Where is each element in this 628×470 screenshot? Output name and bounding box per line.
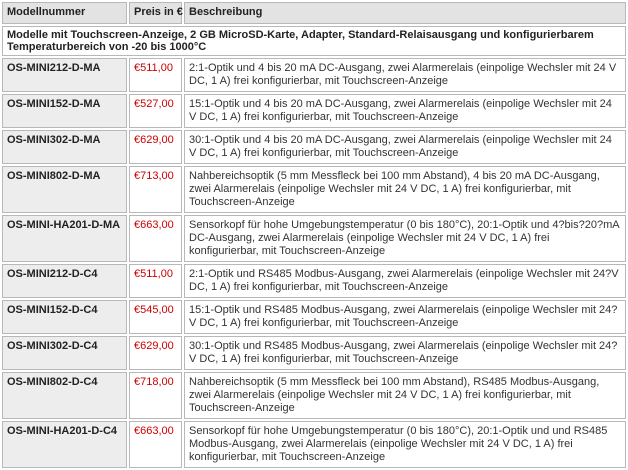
column-header-price[interactable]: Preis in €: [129, 2, 182, 24]
model-number: OS-MINI152-D-MA: [2, 94, 127, 128]
description: Nahbereichsoptik (5 mm Messfleck bei 100 mm Abstand), RS485 Modbus-Ausgang, zwei Alarmerelais (einpolige Wechsler mit 24 V DC, 1 A) frei konfigurierbar, mit Touchscreen-Anzeige: [184, 372, 626, 419]
column-header-model[interactable]: Modellnummer: [2, 2, 127, 24]
price: €663,00: [129, 421, 182, 468]
table-row: [2, 421, 626, 468]
table-row: [2, 215, 626, 262]
table-row: [2, 372, 626, 419]
table-header-row: [2, 2, 626, 24]
description: 15:1-Optik und 4 bis 20 mA DC-Ausgang, zwei Alarmerelais (einpolige Wechsler mit 24 V DC, 1 A) frei konfigurierbar, mit Touchscreen-Anzeige: [184, 94, 626, 128]
price: €511,00: [129, 264, 182, 298]
model-number: OS-MINI302-D-MA: [2, 130, 127, 164]
model-number: OS-MINI802-D-C4: [2, 372, 127, 419]
model-number: OS-MINI802-D-MA: [2, 166, 127, 213]
description: 30:1-Optik und 4 bis 20 mA DC-Ausgang, zwei Alarmerelais (einpolige Wechsler mit 24 V DC, 1 A) frei konfigurierbar, mit Touchscreen-Anzeige: [184, 130, 626, 164]
table-row: [2, 130, 626, 164]
price: €545,00: [129, 300, 182, 334]
table-row: [2, 58, 626, 92]
model-number: OS-MINI302-D-C4: [2, 336, 127, 370]
table-row: [2, 300, 626, 334]
price: €629,00: [129, 336, 182, 370]
model-number: OS-MINI-HA201-D-MA: [2, 215, 127, 262]
price: €718,00: [129, 372, 182, 419]
table-row: [2, 94, 626, 128]
table-row: [2, 264, 626, 298]
section-title: Modelle mit Touchscreen-Anzeige, 2 GB MicroSD-Karte, Adapter, Standard-Relaisausgang und konfigurierbarem Temperaturbereich von -20 bis 1000°C: [2, 26, 626, 56]
column-header-description[interactable]: Beschreibung: [184, 2, 626, 24]
price: €629,00: [129, 130, 182, 164]
description: Nahbereichsoptik (5 mm Messfleck bei 100 mm Abstand), 4 bis 20 mA DC-Ausgang, zwei Alarmerelais (einpolige Wechsler mit 24 V DC, 1 A) frei konfigurierbar, mit Touchscreen-Anzeige: [184, 166, 626, 213]
table-row: [2, 336, 626, 370]
model-number: OS-MINI212-D-MA: [2, 58, 127, 92]
price: €511,00: [129, 58, 182, 92]
model-number: OS-MINI212-D-C4: [2, 264, 127, 298]
section-header-row: [2, 26, 626, 56]
model-number: OS-MINI-HA201-D-C4: [2, 421, 127, 468]
description: Sensorkopf für hohe Umgebungstemperatur (0 bis 180°C), 20:1-Optik und und RS485 Modbus-Ausgang, zwei Alarmerelais (einpolige Wechsler mit 24 V DC, 1 A) frei konfigurierbar, mit Touchscreen-Anzeige: [184, 421, 626, 468]
table-row: [2, 166, 626, 213]
price: €663,00: [129, 215, 182, 262]
price: €527,00: [129, 94, 182, 128]
description: Sensorkopf für hohe Umgebungstemperatur (0 bis 180°C), 20:1-Optik und 4?bis?20?mA DC-Ausgang, zwei Alarmerelais (einpolige Wechsler mit 24 V DC, 1 A) frei konfigurierbar, mit Touchscreen-Anzeige: [184, 215, 626, 262]
description: 2:1-Optik und RS485 Modbus-Ausgang, zwei Alarmerelais (einpolige Wechsler mit 24?V DC, 1 A) frei konfigurierbar, mit Touchscreen-Anzeige: [184, 264, 626, 298]
model-number: OS-MINI152-D-C4: [2, 300, 127, 334]
description: 15:1-Optik und RS485 Modbus-Ausgang, zwei Alarmerelais (einpolige Wechsler mit 24?V DC, 1 A) frei konfigurierbar, mit Touchscreen-Anzeige: [184, 300, 626, 334]
description: 2:1-Optik und 4 bis 20 mA DC-Ausgang, zwei Alarmerelais (einpolige Wechsler mit 24 V DC, 1 A) frei konfigurierbar, mit Touchscreen-Anzeige: [184, 58, 626, 92]
description: 30:1-Optik und RS485 Modbus-Ausgang, zwei Alarmerelais (einpolige Wechsler mit 24?V DC, 1 A) frei konfigurierbar, mit Touchscreen-Anzeige: [184, 336, 626, 370]
price: €713,00: [129, 166, 182, 213]
